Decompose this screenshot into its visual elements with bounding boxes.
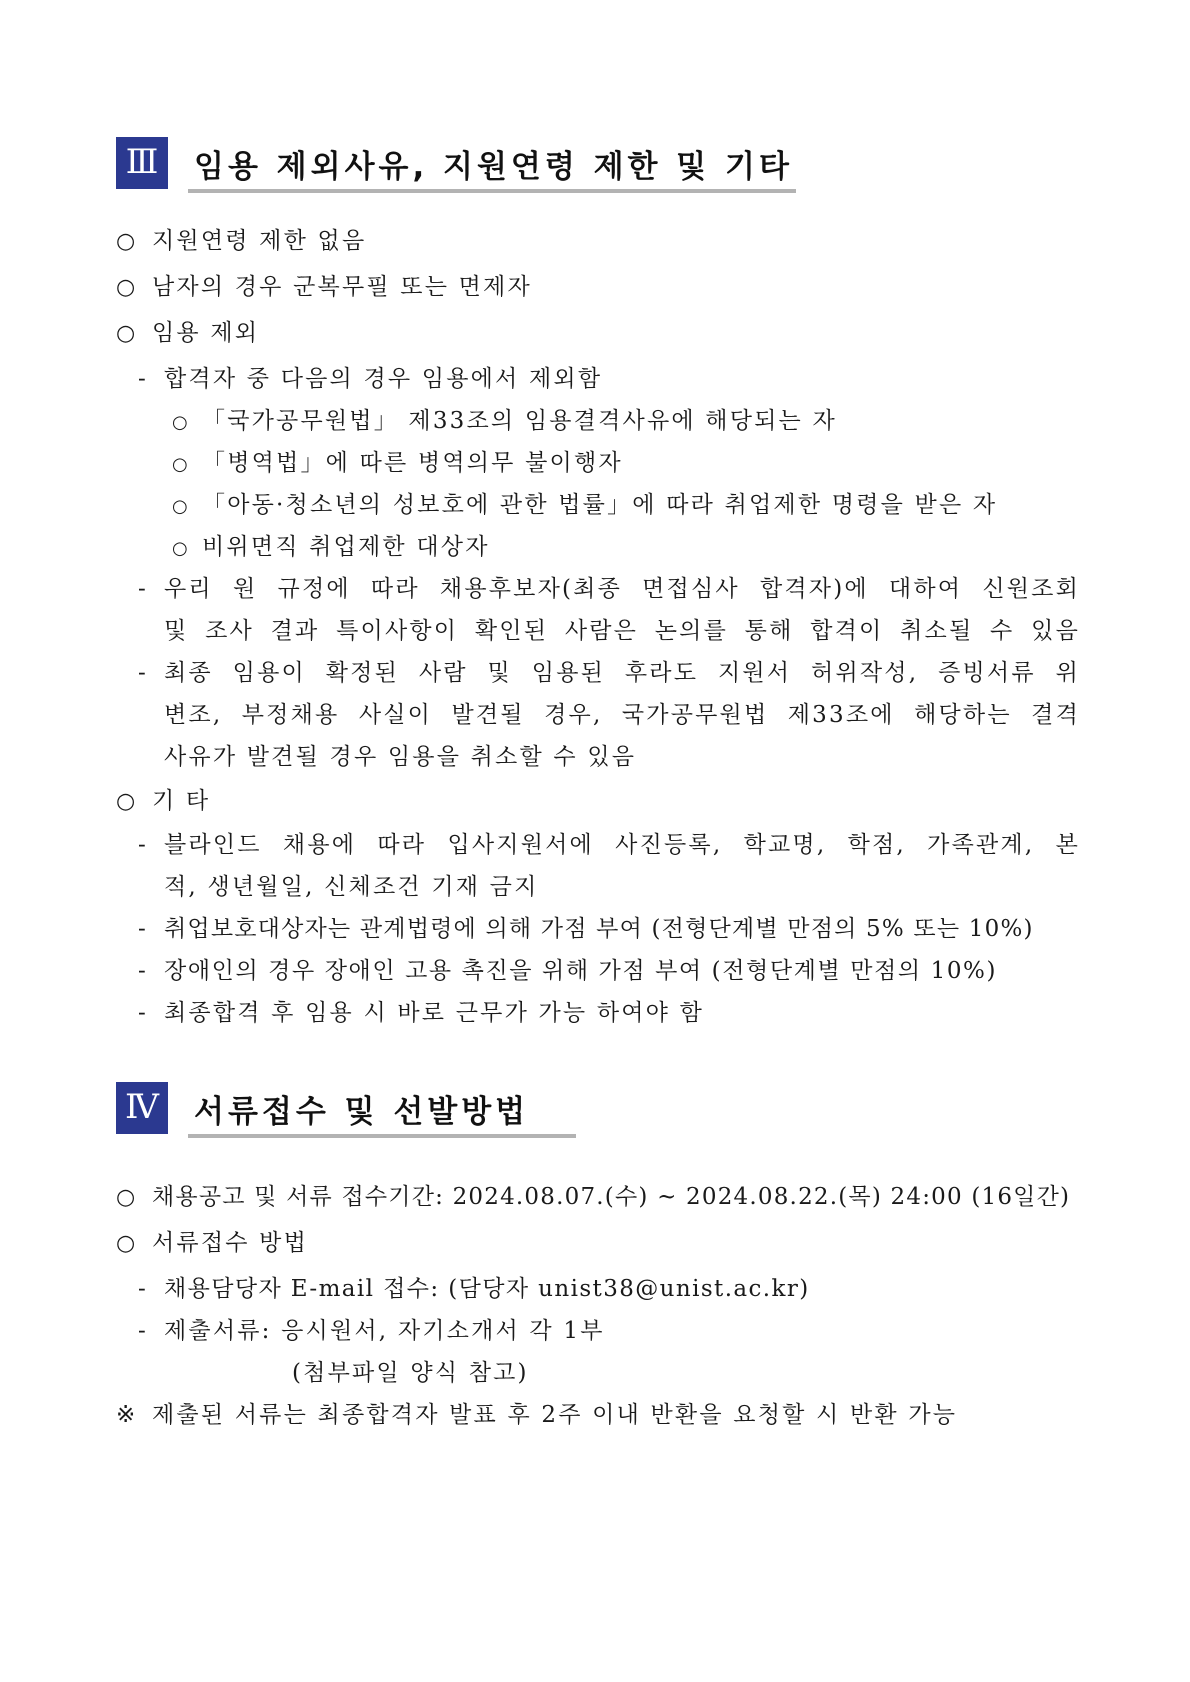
circle-bullet-icon: ○ [116,321,138,346]
section-3-title: 임용 제외사유, 지원연령 제한 및 기타 [194,149,793,185]
application-period-item: ○ 채용공고 및 서류 접수기간: 2024.08.07.(수) ~ 2024.08.22.(목) 24:00 (16일간) [116,1184,1071,1210]
circle-bullet-icon: ○ [116,1185,137,1210]
small-circle-bullet-icon: ○ [172,538,190,559]
section-3-header [116,137,796,193]
dash-bullet-icon: - [138,832,148,858]
etc-item: ○ 기 타 [116,788,211,814]
dash-bullet-icon: - [138,366,148,392]
blind-line-2: 적, 생년월일, 신체조건 기재 금지 [164,874,539,900]
blind-line-1: - 블라인드 채용에 따라 입사지원서에 사진등록, 학교명, 학점, 가족관계, 본 [138,832,1080,858]
circle-bullet-icon: ○ [116,789,138,814]
disabled-item: - 장애인의 경우 장애인 고용 촉진을 위해 가점 부여 (전형단계별 만점의 10%) [138,958,998,984]
veteran-item: - 취업보호대상자는 관계법령에 의해 가점 부여 (전형단계별 만점의 5% 또는 10%) [138,916,1034,942]
section-4-underline [188,1134,576,1138]
circle-bullet-icon: ○ [116,275,138,300]
small-circle-bullet-icon: ○ [172,496,190,517]
section-4-number: Ⅳ [116,1082,168,1134]
section-3-underline [188,189,796,193]
section-4-title: 서류접수 및 선발방법 [194,1094,530,1130]
dash-bullet-icon: - [138,576,148,602]
exclusion-lead: - 합격자 중 다음의 경우 임용에서 제외함 [138,366,603,392]
submission-method-item: ○ 서류접수 방법 [116,1230,309,1256]
dash-bullet-icon: - [138,1318,148,1344]
circle-bullet-icon: ○ [116,229,138,254]
exclusion-sub-item: ○ 「국가공무원법」 제33조의 임용결격사유에 해당되는 자 [172,408,837,434]
small-circle-bullet-icon: ○ [172,412,190,433]
documents-item: - 제출서류: 응시원서, 자기소개서 각 1부 [138,1318,605,1344]
reference-check-line-2: 및 조사 결과 특이사항이 확인된 사람은 논의를 통해 합격이 취소될 수 있음 [164,618,1080,644]
exclusion-sub-item: ○ 「아동·청소년의 성보호에 관한 법률」에 따라 취업제한 명령을 받은 자 [172,492,998,518]
dash-bullet-icon: - [138,660,148,686]
exclusion-sub-item: ○ 비위면직 취업제한 대상자 [172,534,490,560]
reference-mark-icon: ※ [116,1402,138,1428]
cancel-line-1: - 최종 임용이 확정된 사람 및 임용된 후라도 지원서 허위작성, 증빙서류 위 [138,660,1080,686]
dash-bullet-icon: - [138,1276,148,1302]
documents-note: (첨부파일 양식 참고) [292,1360,529,1386]
dash-bullet-icon: - [138,916,147,942]
circle-bullet-icon: ○ [116,1231,138,1256]
email-submission-item: - 채용담당자 E-mail 접수: (담당자 unist38@unist.ac.kr) [138,1276,810,1302]
section-3-number: Ⅲ [116,137,168,189]
military-item: ○ 남자의 경우 군복무필 또는 면제자 [116,274,532,300]
reference-check-line-1: - 우리 원 규정에 따라 채용후보자(최종 면접심사 합격자)에 대하여 신원조회 [138,576,1080,602]
cancel-line-2: 변조, 부정채용 사실이 발견될 경우, 국가공무원법 제33조에 해당하는 결격 [164,702,1080,728]
age-limit-item: ○ 지원연령 제한 없음 [116,228,367,254]
dash-bullet-icon: - [138,1000,148,1026]
small-circle-bullet-icon: ○ [172,454,190,475]
return-notice: ※ 제출된 서류는 최종합격자 발표 후 2주 이내 반환을 요청할 시 반환 가능 [116,1402,958,1428]
immediate-item: - 최종합격 후 임용 시 바로 근무가 가능 하여야 함 [138,1000,705,1026]
cancel-line-3: 사유가 발견될 경우 임용을 취소할 수 있음 [164,744,637,770]
dash-bullet-icon: - [138,958,148,984]
exclusion-item: ○ 임용 제외 [116,320,260,346]
section-4-header [116,1082,576,1138]
exclusion-sub-item: ○ 「병역법」에 따른 병역의무 불이행자 [172,450,623,476]
